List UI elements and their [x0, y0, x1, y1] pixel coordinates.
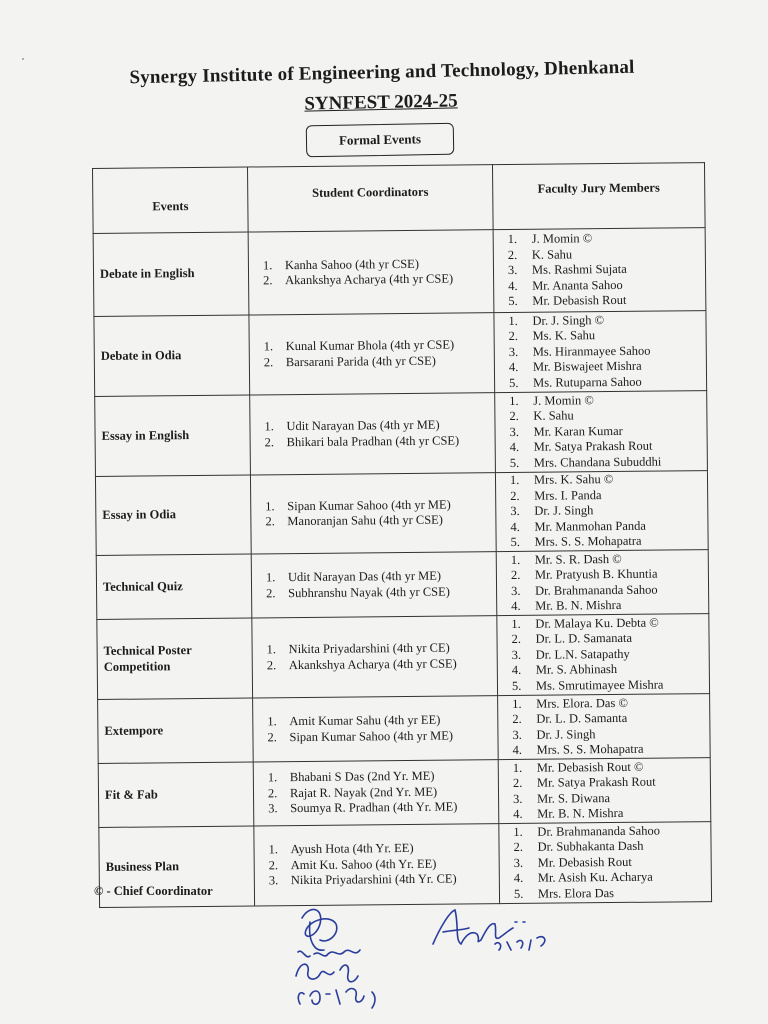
- coordinator-name: Manoranjan Sahu (4th yr CSE): [287, 512, 443, 529]
- signature-left: [280, 900, 410, 1020]
- coordinator-item: 1. Sipan Kumar Sahoo (4th yr ME): [265, 497, 451, 513]
- event-name: Technical Quiz: [102, 578, 183, 594]
- jury-member-name: J. Momin ©: [531, 231, 593, 247]
- coordinator-list: [256, 568, 496, 601]
- jury-member-name: Ms. Hiranmayee Sahoo: [532, 343, 651, 359]
- jury-item: 4. Mr. Manmohan Panda: [510, 518, 646, 534]
- coordinator-item: 3. Soumya R. Pradhan (4th Yr. ME): [268, 799, 458, 816]
- coordinator-name: Nikita Priyadarshini (4th yr CE): [288, 640, 450, 657]
- jury-member-name: Mrs. S. S. Mohapatra: [536, 741, 644, 757]
- jury-item: 1. Dr. Malaya Ku. Debta ©: [511, 615, 659, 631]
- jury-member-name: K. Sahu: [531, 247, 573, 262]
- institute-title: Synergy Institute of Engineering and Technology, Dhenkanal: [129, 56, 635, 89]
- jury-cell: [498, 758, 711, 824]
- jury-cell: [497, 614, 710, 696]
- event-name-cell: [98, 762, 254, 827]
- jury-list: [503, 823, 711, 902]
- speck: [22, 58, 24, 60]
- jury-member-name: Mrs. S. S. Mohapatra: [534, 533, 642, 550]
- coordinators-cell: [248, 230, 494, 315]
- jury-member-name: Dr. Brahmananda Sahoo: [535, 582, 658, 598]
- jury-item: 2. Mr. Pratyush B. Khuntia: [510, 566, 658, 582]
- coordinators-cell: [250, 393, 496, 475]
- table-row: [98, 758, 711, 828]
- jury-item: 4. Mr. Ananta Sahoo: [508, 277, 623, 293]
- jury-item: 4. Mrs. S. S. Mohapatra: [512, 741, 644, 757]
- jury-item: 3. Dr. Brahmananda Sahoo: [511, 582, 658, 598]
- table-row: [98, 694, 711, 764]
- jury-item: 3. Dr. J. Singh: [510, 503, 594, 519]
- event-name-cell: [97, 618, 253, 699]
- jury-list: [501, 551, 709, 615]
- coordinator-name: Kunal Kumar Bhola (4th yr CSE): [285, 337, 455, 354]
- jury-cell: [499, 822, 712, 904]
- table-row: [96, 550, 709, 620]
- jury-cell: [493, 228, 706, 313]
- coordinator-list: [257, 712, 497, 745]
- event-name: Fit & Fab: [104, 787, 158, 802]
- jury-member-name: Mrs. K. Sahu ©: [533, 472, 614, 488]
- event-name: Extempore: [104, 723, 164, 738]
- jury-member-name: Mr. Debasish Rout ©: [536, 759, 644, 775]
- header-faculty-jury: Faculty Jury Members: [492, 163, 705, 230]
- jury-item: 1. Dr. J. Singh ©: [508, 312, 605, 328]
- coordinator-item: 2. Amit Ku. Sahoo (4th Yr. EE): [268, 856, 437, 873]
- jury-item: 4. Mr. Satya Prakash Rout: [509, 438, 653, 455]
- jury-member-name: Mr. Debasish Rout: [532, 293, 627, 309]
- jury-member-name: Dr. J. Singh ©: [532, 312, 605, 328]
- coordinator-item: 2. Barsarani Parida (4th yr CSE): [263, 353, 436, 369]
- jury-member-name: Dr. Malaya Ku. Debta ©: [535, 615, 659, 631]
- table-row: [97, 614, 710, 700]
- table-body: [93, 228, 711, 908]
- coordinators-cell: [254, 824, 500, 906]
- jury-member-name: Mr. B. N. Mishra: [537, 805, 624, 821]
- jury-item: 2. K. Sahu: [507, 247, 573, 262]
- jury-member-name: Ms. Smrutimayee Mishra: [535, 677, 664, 693]
- jury-cell: [496, 550, 709, 616]
- jury-list: [498, 230, 706, 309]
- jury-item: 3. Dr. L.N. Satapathy: [511, 646, 630, 662]
- table-row: [95, 471, 708, 556]
- jury-item: 2. Ms. K. Sahu: [508, 328, 596, 344]
- jury-member-name: Mr. Ananta Sahoo: [532, 277, 623, 293]
- header-student-coordinators: Student Coordinators: [247, 165, 493, 232]
- jury-member-name: Ms. Rashmi Sujata: [531, 262, 627, 278]
- jury-item: 1. Dr. Brahmananda Sahoo: [513, 823, 660, 839]
- coordinator-item: 2. Subhranshu Nayak (4th yr CSE): [266, 584, 450, 600]
- event-name: Essay in Odia: [102, 507, 177, 523]
- table-header-row: [93, 163, 706, 234]
- footnote: © - Chief Coordinator: [94, 884, 213, 898]
- jury-item: 3. Dr. J. Singh: [512, 726, 596, 742]
- coordinator-list: [258, 840, 498, 889]
- jury-item: 3. Mr. Karan Kumar: [509, 423, 623, 439]
- coordinator-name: Amit Kumar Sahu (4th yr EE): [289, 712, 441, 729]
- jury-list: [500, 471, 708, 550]
- jury-item: 5. Ms. Smrutimayee Mishra: [511, 677, 664, 693]
- coordinator-name: Bhabani S Das (2nd Yr. ME): [289, 768, 435, 785]
- coordinator-name: Akankshya Acharya (4th yr CSE): [288, 656, 457, 672]
- event-name-cell: [96, 554, 252, 619]
- coordinator-item: 2. Akankshya Acharya (4th yr CSE): [263, 271, 454, 288]
- jury-item: 1. J. Momin ©: [507, 231, 593, 247]
- coordinators-cell: [250, 473, 496, 554]
- jury-item: 4. Mr. B. N. Mishra: [513, 805, 624, 821]
- jury-member-name: Dr. J. Singh: [534, 503, 594, 519]
- coordinator-name: Sipan Kumar Sahoo (4th yr ME): [287, 497, 451, 513]
- events-table: [92, 162, 712, 908]
- event-name-cell: [94, 315, 250, 396]
- coordinator-name: Barsarani Parida (4th yr CSE): [285, 353, 436, 369]
- table-row: [94, 311, 707, 397]
- jury-item: 5. Mrs. Elora Das: [513, 885, 615, 901]
- jury-member-name: Ms. Rutuparna Sahoo: [533, 374, 642, 390]
- jury-member-name: Mr. Pratyush B. Khuntia: [534, 566, 658, 582]
- coordinator-name: Ayush Hota (4th Yr. EE): [290, 841, 414, 857]
- jury-member-name: Mr. Satya Prakash Rout: [536, 774, 656, 790]
- jury-cell: [495, 391, 708, 473]
- event-name-cell: [95, 475, 251, 555]
- jury-list: [498, 312, 706, 391]
- event-name: Technical Poster Competition: [103, 643, 192, 674]
- jury-item: 2. Dr. L. D. Samanta: [512, 710, 628, 726]
- coordinator-name: Udit Narayan Das (4th yr ME): [287, 568, 442, 585]
- header-events: Events: [93, 167, 249, 233]
- jury-item: 1. Mr. S. R. Dash ©: [510, 551, 622, 567]
- jury-member-name: Ms. K. Sahu: [532, 328, 596, 344]
- jury-member-name: Mr. Satya Prakash Rout: [533, 438, 653, 455]
- jury-list: [503, 759, 711, 823]
- jury-member-name: Mr. S. R. Dash ©: [534, 551, 622, 567]
- jury-item: 2. Dr. L. D. Samanata: [511, 631, 633, 647]
- section-label: Formal Events: [306, 123, 455, 158]
- events-table-container: [92, 162, 711, 908]
- jury-member-name: Mr. Manmohan Panda: [534, 518, 646, 534]
- coordinator-name: Udit Narayan Das (4th yr ME): [286, 417, 440, 434]
- coordinator-name: Soumya R. Pradhan (4th Yr. ME): [290, 799, 458, 816]
- event-name-cell: [98, 698, 254, 763]
- jury-cell: [494, 311, 707, 393]
- coordinator-item: 1. Ayush Hota (4th Yr. EE): [268, 841, 414, 857]
- coordinator-list: [253, 256, 493, 289]
- jury-member-name: Mr. S. Diwana: [537, 790, 611, 806]
- coordinator-item: 1. Kunal Kumar Bhola (4th yr CSE): [263, 337, 455, 354]
- jury-item: 2. Mr. Satya Prakash Rout: [512, 774, 656, 790]
- coordinator-name: Amit Ku. Sahoo (4th Yr. EE): [290, 856, 437, 872]
- jury-item: 5. Ms. Rutuparna Sahoo: [509, 374, 642, 390]
- jury-member-name: J. Momin ©: [533, 392, 594, 408]
- jury-member-name: Mr. Asish Ku. Acharya: [537, 869, 653, 886]
- coordinators-cell: [253, 696, 499, 762]
- event-name: Debate in English: [99, 266, 195, 282]
- jury-member-name: Dr. Subhakanta Dash: [537, 838, 644, 855]
- jury-member-name: Dr. L.N. Satapathy: [535, 646, 630, 662]
- coordinator-item: 3. Nikita Priyadarshini (4th Yr. CE): [268, 871, 457, 888]
- jury-item: 1. Mrs. K. Sahu ©: [509, 472, 614, 488]
- coordinator-list: [254, 417, 494, 450]
- coordinator-name: Kanha Sahoo (4th yr CSE): [284, 256, 420, 272]
- jury-member-name: Mr. Debasish Rout: [537, 854, 632, 870]
- coordinator-item: 2. Manoranjan Sahu (4th yr CSE): [265, 512, 443, 529]
- jury-item: 5. Mrs. Chandana Subuddhi: [509, 454, 662, 470]
- coordinators-cell: [249, 313, 495, 395]
- coordinator-item: 1. Bhabani S Das (2nd Yr. ME): [267, 768, 435, 785]
- table-row: [95, 391, 708, 477]
- jury-item: 3. Ms. Rashmi Sujata: [507, 262, 627, 278]
- jury-member-name: K. Sahu: [533, 408, 574, 424]
- jury-cell: [495, 471, 708, 552]
- coordinator-item: 1. Kanha Sahoo (4th yr CSE): [262, 256, 420, 272]
- jury-item: 5. Mr. Debasish Rout: [508, 293, 627, 309]
- jury-member-name: Mr. B. N. Mishra: [535, 597, 622, 613]
- coordinator-item: 1. Amit Kumar Sahu (4th yr EE): [267, 712, 441, 729]
- coordinators-cell: [253, 760, 499, 826]
- coordinator-item: 1. Nikita Priyadarshini (4th yr CE): [266, 640, 450, 657]
- jury-item: 3. Ms. Hiranmayee Sahoo: [508, 343, 651, 359]
- jury-item: 4. Mr. B. N. Mishra: [511, 597, 622, 613]
- jury-item: 1. J. Momin ©: [509, 392, 594, 408]
- coordinators-cell: [252, 616, 498, 698]
- coordinator-list: [257, 640, 497, 673]
- jury-member-name: Mrs. I. Panda: [534, 487, 602, 503]
- jury-item: 3. Mr. S. Diwana: [513, 790, 611, 806]
- jury-item: 2. Dr. Subhakanta Dash: [513, 838, 644, 855]
- jury-member-name: Mr. S. Abhinash: [535, 662, 618, 678]
- coordinator-item: 2. Bhikari bala Pradhan (4th yr CSE): [264, 432, 460, 449]
- event-name: Essay in English: [101, 427, 190, 443]
- coordinator-name: Rajat R. Nayak (2nd Yr. ME): [289, 784, 438, 800]
- jury-member-name: Mr. Biswajeet Mishra: [532, 358, 642, 375]
- coordinator-item: 1. Udit Narayan Das (4th yr ME): [265, 568, 442, 585]
- jury-item: 3. Mr. Debasish Rout: [513, 854, 632, 870]
- coordinator-name: Sipan Kumar Sahoo (4th yr ME): [289, 728, 454, 744]
- coordinator-list: [254, 337, 494, 370]
- coordinator-name: Subhranshu Nayak (4th yr CSE): [288, 584, 450, 600]
- jury-item: 2. K. Sahu: [509, 408, 574, 424]
- coordinators-cell: [251, 552, 497, 618]
- jury-item: 5. Mrs. S. S. Mohapatra: [510, 533, 642, 550]
- jury-member-name: Dr. L. D. Samanta: [536, 710, 628, 726]
- coordinator-item: 1. Udit Narayan Das (4th yr ME): [264, 417, 440, 434]
- jury-member-name: Dr. Brahmananda Sahoo: [537, 823, 660, 839]
- jury-member-name: Dr. J. Singh: [536, 726, 596, 742]
- coordinator-item: 2. Rajat R. Nayak (2nd Yr. ME): [267, 784, 438, 801]
- coordinator-name: Nikita Priyadarshini (4th Yr. CE): [290, 871, 457, 888]
- jury-list: [502, 695, 710, 759]
- coordinator-name: Akankshya Acharya (4th yr CSE): [285, 271, 454, 288]
- jury-item: 4. Mr. Asish Ku. Acharya: [513, 869, 653, 886]
- jury-cell: [498, 694, 711, 760]
- jury-member-name: Mrs. Elora. Das ©: [536, 695, 629, 711]
- event-name: Business Plan: [105, 858, 180, 874]
- jury-member-name: Mrs. Chandana Subuddhi: [533, 454, 662, 470]
- jury-item: 4. Mr. Biswajeet Mishra: [508, 358, 642, 375]
- signature-right: [425, 900, 565, 960]
- jury-member-name: Mrs. Elora Das: [537, 885, 615, 901]
- coordinator-name: Bhikari bala Pradhan (4th yr CSE): [286, 432, 460, 449]
- event-name-cell: [93, 232, 249, 316]
- coordinator-list: [258, 768, 498, 817]
- jury-member-name: Dr. L. D. Samanata: [535, 631, 633, 647]
- jury-member-name: Mr. Karan Kumar: [533, 423, 623, 439]
- event-name: Debate in Odia: [100, 347, 182, 363]
- jury-item: 2. Mrs. I. Panda: [510, 487, 602, 503]
- jury-list: [499, 392, 707, 471]
- jury-list: [501, 615, 709, 694]
- jury-item: 1. Mrs. Elora. Das ©: [512, 695, 629, 711]
- jury-item: 4. Mr. S. Abhinash: [511, 662, 618, 678]
- coordinator-list: [255, 497, 495, 530]
- table-row: [93, 228, 706, 317]
- fest-title: SYNFEST 2024-25: [304, 90, 458, 115]
- jury-item: 1. Mr. Debasish Rout ©: [512, 759, 644, 775]
- coordinator-item: 2. Akankshya Acharya (4th yr CSE): [266, 656, 457, 672]
- event-name-cell: [95, 395, 251, 476]
- coordinator-item: 2. Sipan Kumar Sahoo (4th yr ME): [267, 728, 454, 744]
